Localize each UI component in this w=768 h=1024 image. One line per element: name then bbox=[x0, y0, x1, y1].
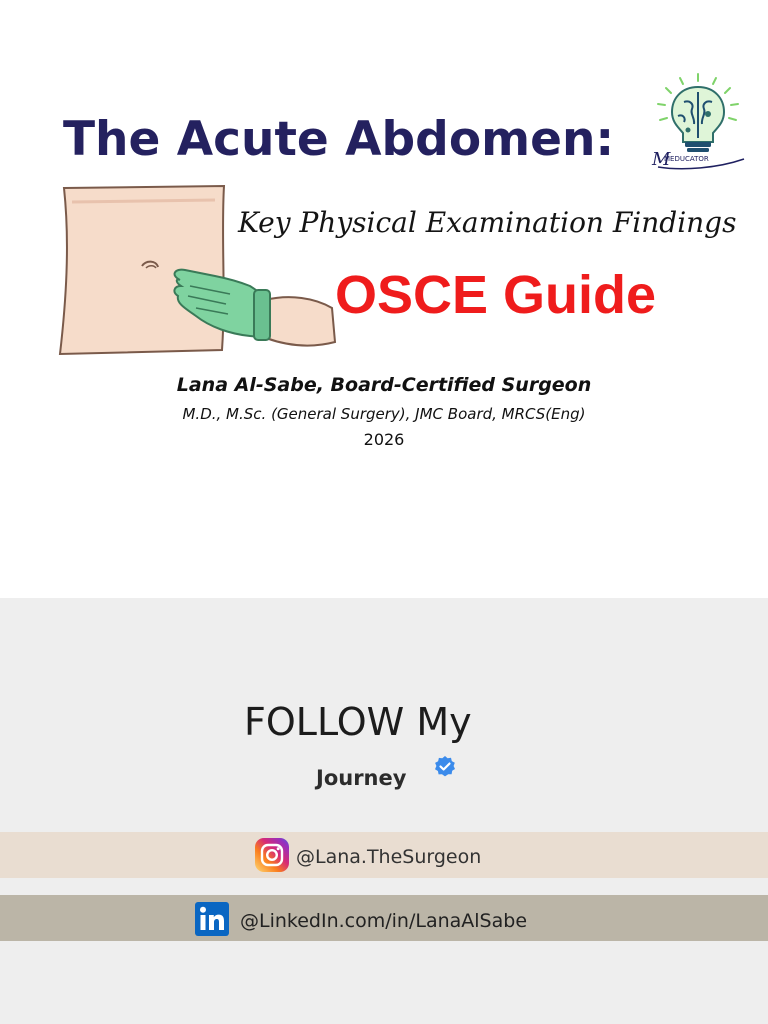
publication-year: 2026 bbox=[363, 430, 405, 449]
verified-badge-icon bbox=[433, 755, 457, 779]
journey-subheading: Journey bbox=[316, 766, 407, 790]
meducator-logo bbox=[648, 72, 748, 172]
osce-guide-heading: OSCE Guide bbox=[335, 265, 657, 325]
instagram-icon[interactable] bbox=[254, 837, 290, 873]
page-title: The Acute Abdomen: bbox=[63, 112, 615, 167]
subtitle: Key Physical Examination Findings bbox=[238, 206, 737, 239]
author-credentials: M.D., M.Sc. (General Surgery), JMC Board, MRCS(Eng) bbox=[182, 405, 586, 423]
logo-wordmark: MEDUCATOR bbox=[664, 155, 709, 163]
linkedin-handle-link[interactable]: @LinkedIn.com/in/LanaAlSabe bbox=[240, 910, 528, 932]
follow-heading: FOLLOW My bbox=[244, 700, 472, 744]
follow-section bbox=[0, 598, 768, 1024]
instagram-handle-link[interactable]: @Lana.TheSurgeon bbox=[296, 846, 482, 868]
linkedin-icon[interactable] bbox=[194, 901, 230, 937]
logo-initial: M bbox=[652, 149, 671, 170]
author-name: Lana Al-Sabe, Board-Certified Surgeon bbox=[176, 374, 592, 396]
